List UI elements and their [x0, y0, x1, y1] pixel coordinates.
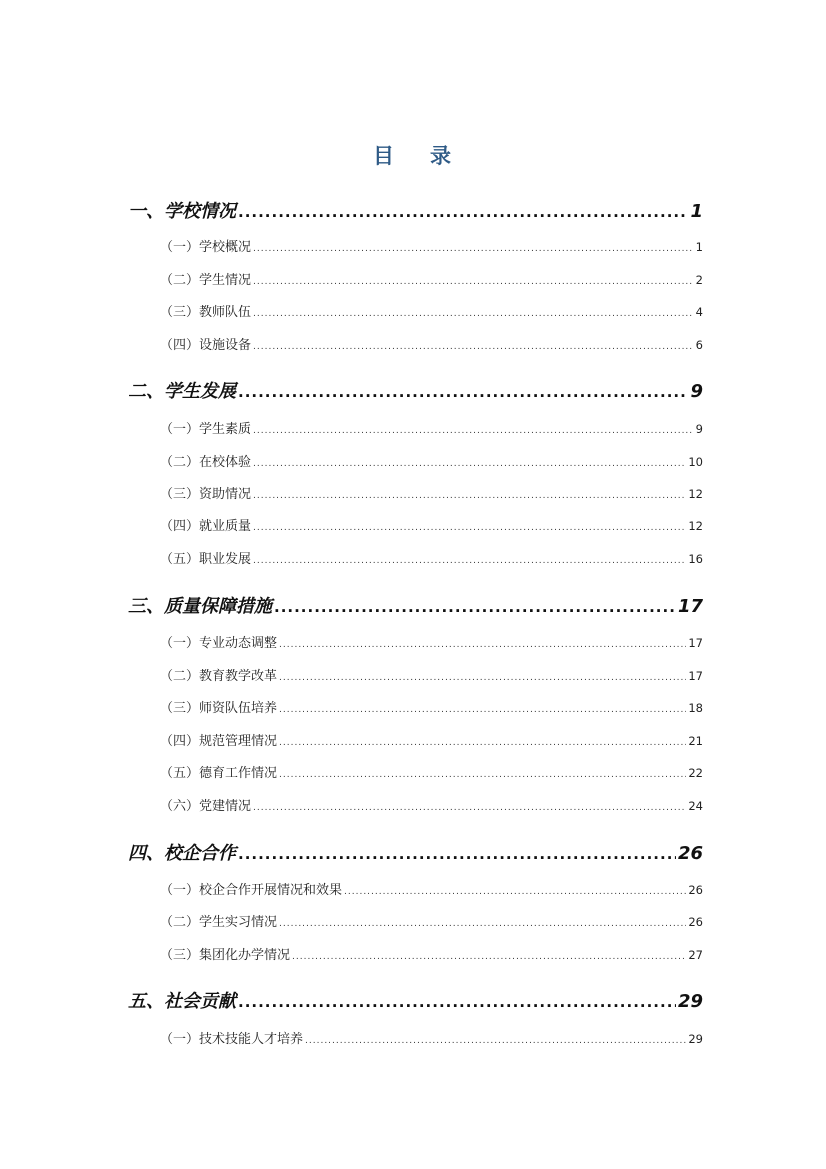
toc-title-char-1: 目: [373, 144, 396, 168]
leader-dots: [253, 556, 686, 566]
entry-title: （四）设施设备: [160, 338, 252, 353]
leader-dots: [253, 491, 686, 501]
leader-dots: [279, 705, 686, 715]
leader-dots: [253, 277, 694, 287]
entry-title: （六）党建情况: [160, 799, 252, 814]
toc-title: [0, 140, 826, 170]
page-number: 29: [688, 1032, 703, 1046]
page-number: 24: [688, 799, 703, 813]
page-number: 27: [688, 948, 703, 962]
toc-entry[interactable]: [160, 548, 703, 567]
toc-entry[interactable]: [160, 236, 703, 255]
leader-dots: [305, 1036, 686, 1046]
page-number: 10: [688, 455, 703, 469]
toc-chapter[interactable]: [128, 592, 703, 618]
leader-dots: [279, 919, 686, 929]
leader-dots: [253, 342, 694, 352]
toc-entry[interactable]: [160, 334, 703, 353]
toc-entry[interactable]: [160, 944, 703, 963]
leader-dots: [253, 244, 694, 254]
toc-entry[interactable]: [160, 730, 703, 749]
page-number: 17: [688, 636, 703, 650]
chapter-title: 二、学生发展: [128, 381, 236, 402]
toc-entry[interactable]: [160, 301, 703, 320]
toc-chapter[interactable]: [128, 197, 703, 223]
toc-entry[interactable]: [160, 911, 703, 930]
toc-title-char-2: 录: [430, 144, 453, 168]
chapter-title: 一、学校情况: [128, 201, 236, 222]
entry-title: （一）学校概况: [160, 240, 252, 255]
entry-title: （三）资助情况: [160, 487, 252, 502]
page-number: 26: [688, 883, 703, 897]
toc-entry[interactable]: [160, 451, 703, 470]
leader-dots: [279, 770, 686, 780]
page-number: 17: [688, 669, 703, 683]
leader-dots: [274, 598, 676, 616]
leader-dots: [253, 803, 686, 813]
page-number: 12: [688, 487, 703, 501]
entry-title: （二）学生实习情况: [160, 915, 278, 930]
entry-title: （五）德育工作情况: [160, 766, 278, 781]
page-number: 22: [688, 766, 703, 780]
entry-title: （一）学生素质: [160, 422, 252, 437]
toc-entry[interactable]: [160, 762, 703, 781]
toc-entry[interactable]: [160, 665, 703, 684]
leader-dots: [238, 993, 676, 1011]
toc-chapter[interactable]: [128, 839, 703, 865]
entry-title: （三）集团化办学情况: [160, 948, 291, 963]
leader-dots: [253, 523, 686, 533]
leader-dots: [279, 640, 686, 650]
toc-entry[interactable]: [160, 879, 703, 898]
toc-entry[interactable]: [160, 795, 703, 814]
leader-dots: [279, 738, 686, 748]
page-number: 29: [677, 991, 703, 1012]
chapter-title: 五、社会贡献: [128, 991, 236, 1012]
page-number: 26: [688, 915, 703, 929]
chapter-title: 三、质量保障措施: [128, 596, 272, 617]
leader-dots: [292, 952, 686, 962]
toc-chapter[interactable]: [128, 987, 703, 1013]
leader-dots: [253, 459, 686, 469]
leader-dots: [344, 887, 686, 897]
toc-entry[interactable]: [160, 483, 703, 502]
entry-title: （二）在校体验: [160, 455, 252, 470]
page-number: 9: [690, 381, 703, 402]
toc-entry[interactable]: [160, 269, 703, 288]
toc-entry[interactable]: [160, 697, 703, 716]
toc-entry[interactable]: [160, 515, 703, 534]
entry-title: （一）专业动态调整: [160, 636, 278, 651]
chapter-title: 四、校企合作: [128, 843, 236, 864]
leader-dots: [253, 426, 694, 436]
entry-title: （二）学生情况: [160, 273, 252, 288]
page-number: 2: [695, 273, 703, 287]
entry-title: （四）规范管理情况: [160, 734, 278, 749]
entry-title: （二）教育教学改革: [160, 669, 278, 684]
toc-entry[interactable]: [160, 632, 703, 651]
page-number: 6: [695, 338, 703, 352]
entry-title: （三）师资队伍培养: [160, 701, 278, 716]
page-number: 16: [688, 552, 703, 566]
page-number: 4: [695, 305, 703, 319]
toc-entry[interactable]: [160, 418, 703, 437]
page-number: 1: [690, 201, 703, 222]
page-number: 12: [688, 519, 703, 533]
page-number: 17: [677, 596, 703, 617]
page-number: 1: [695, 240, 703, 254]
entry-title: （一）技术技能人才培养: [160, 1032, 304, 1047]
toc-entry[interactable]: [160, 1028, 703, 1047]
page-number: 9: [695, 422, 703, 436]
page-number: 26: [677, 843, 703, 864]
leader-dots: [279, 673, 686, 683]
leader-dots: [238, 203, 688, 221]
entry-title: （一）校企合作开展情况和效果: [160, 883, 343, 898]
page-number: 18: [688, 701, 703, 715]
leader-dots: [238, 845, 676, 863]
entry-title: （四）就业质量: [160, 519, 252, 534]
toc-chapter[interactable]: [128, 377, 703, 403]
leader-dots: [253, 309, 694, 319]
entry-title: （三）教师队伍: [160, 305, 252, 320]
leader-dots: [238, 383, 688, 401]
entry-title: （五）职业发展: [160, 552, 252, 567]
page-number: 21: [688, 734, 703, 748]
